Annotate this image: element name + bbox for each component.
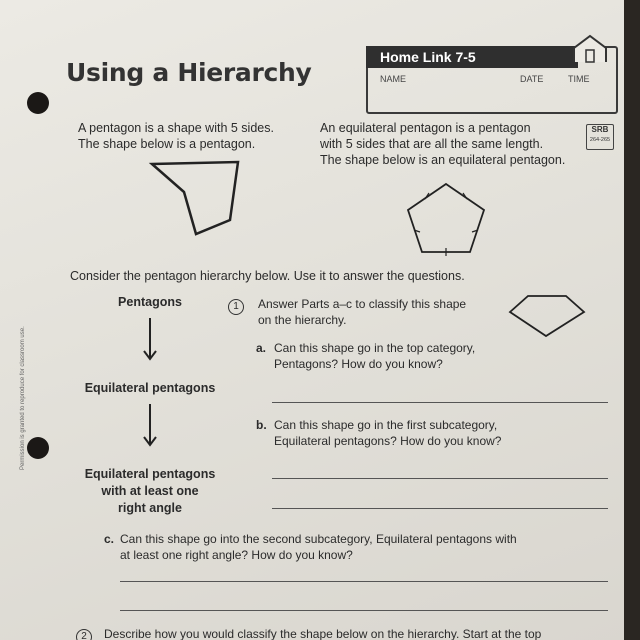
- part-c-text-line-2: at least one right angle? How do you know?: [120, 548, 353, 562]
- down-arrow-icon: [142, 318, 158, 362]
- pentagon-definition-line-1: A pentagon is a shape with 5 sides.: [78, 121, 274, 135]
- equilateral-definition-line-3: The shape below is an equilateral pentagon.: [320, 153, 566, 167]
- question-1-text-line-2: on the hierarchy.: [258, 313, 347, 327]
- down-arrow-icon-2: [142, 404, 158, 448]
- part-b-label: b.: [256, 418, 267, 432]
- binder-hole-middle: [27, 437, 49, 459]
- equilateral-definition-line-2: with 5 sides that are all the same length.: [320, 137, 544, 151]
- part-a-label: a.: [256, 341, 267, 355]
- part-a-text-line-1: Can this shape go in the top category,: [274, 341, 476, 355]
- hierarchy-right-angle: [72, 466, 228, 517]
- date-label: DATE: [520, 74, 544, 84]
- srb-label: SRB: [591, 125, 609, 134]
- hierarchy-right-angle-line-1: Equilateral pentagons: [84, 467, 216, 481]
- part-b-text-line-2: Equilateral pentagons? How do you know?: [274, 434, 502, 448]
- page-edge: [624, 0, 640, 640]
- question-2-number: [76, 626, 92, 640]
- question-2-text: Describe how you would classify the shape below on the hierarchy. Start at the top: [104, 627, 542, 640]
- binder-hole-top: [27, 92, 49, 114]
- name-label: NAME: [380, 74, 407, 84]
- question-2-badge: 2: [76, 629, 92, 640]
- hierarchy-equilateral: Equilateral pentagons: [84, 381, 216, 395]
- pentagon-definition-line-2: The shape below is a pentagon.: [78, 137, 256, 151]
- question-1-text: [258, 296, 508, 328]
- answer-line-b-2[interactable]: [272, 508, 608, 509]
- question-1-number: [228, 296, 244, 315]
- pentagon-shape: [150, 158, 250, 238]
- copyright-note: Permission is granted to reproduce for classroom use.: [20, 326, 26, 470]
- part-c-text-line-1: Can this shape go into the second subcategory, Equilateral pentagons with: [120, 532, 517, 546]
- answer-line-c-2[interactable]: [120, 610, 608, 611]
- hierarchy-prompt: Consider the pentagon hierarchy below. Use it to answer the questions.: [70, 269, 465, 283]
- answer-line-a[interactable]: [272, 402, 608, 403]
- time-label: TIME: [568, 74, 590, 84]
- answer-line-c-1[interactable]: [120, 581, 608, 582]
- equilateral-definition-line-1: An equilateral pentagon is a pentagon: [320, 121, 531, 135]
- home-link-title: Home Link 7-5: [380, 49, 476, 65]
- question-1-text-line-1: Answer Parts a–c to classify this shape: [258, 297, 467, 311]
- pentagon-definition: [78, 120, 308, 152]
- question-1-badge: 1: [228, 299, 244, 315]
- srb-pages: 264-265: [589, 137, 611, 143]
- part-a-text-line-2: Pentagons? How do you know?: [274, 357, 443, 371]
- hierarchy-pentagons: Pentagons: [118, 295, 182, 309]
- equilateral-pentagon-shape: [408, 182, 488, 254]
- equilateral-definition: [320, 120, 582, 168]
- srb-badge: [586, 124, 614, 150]
- part-c-label: c.: [104, 532, 115, 546]
- part-c-text: [120, 531, 590, 563]
- part-a-text: [274, 340, 554, 372]
- part-b-text: [274, 417, 574, 449]
- hierarchy-right-angle-line-3: right angle: [118, 501, 182, 515]
- hierarchy-right-angle-line-2: with at least one: [101, 484, 199, 498]
- house-icon: [572, 34, 612, 64]
- answer-line-b-1[interactable]: [272, 478, 608, 479]
- question-1-pentagon-shape: [508, 294, 586, 338]
- page-title: Using a Hierarchy: [66, 58, 312, 87]
- part-b-text-line-1: Can this shape go in the first subcategory,: [274, 418, 498, 432]
